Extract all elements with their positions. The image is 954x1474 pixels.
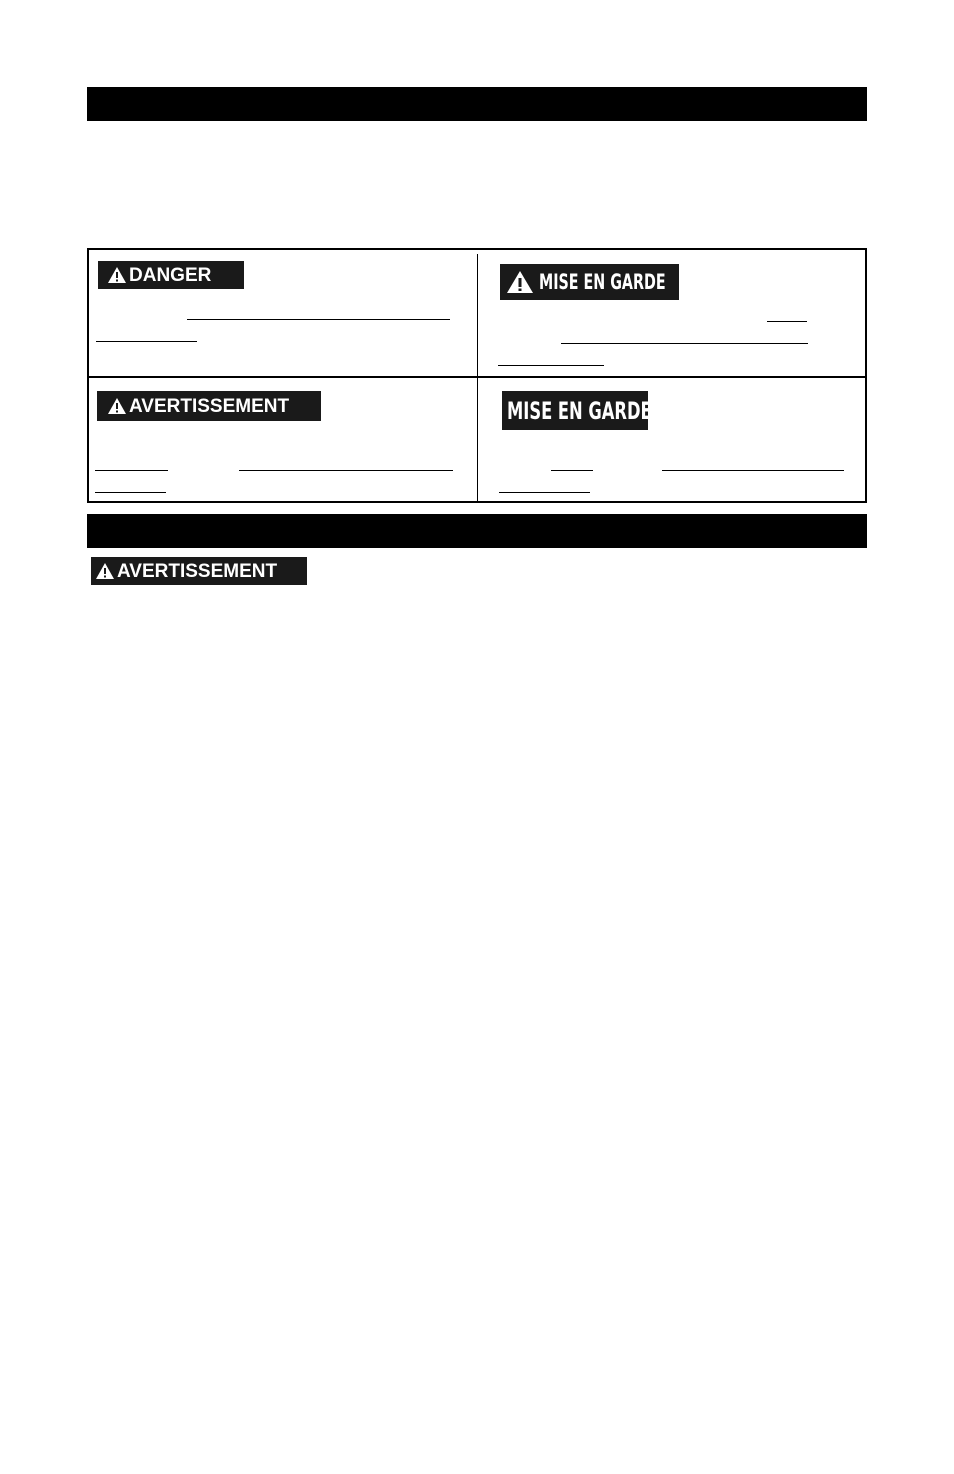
underline xyxy=(561,343,808,344)
caution-label-bottom: MISE EN GARDE xyxy=(507,396,652,425)
underline xyxy=(239,470,453,471)
section-warning-label: AVERTISSEMENT xyxy=(117,560,278,582)
warning-badge xyxy=(97,391,321,421)
underline xyxy=(551,470,593,471)
warning-triangle-icon xyxy=(107,266,127,284)
caution-cell-top xyxy=(478,250,867,376)
warning-label: AVERTISSEMENT xyxy=(129,395,290,417)
warning-triangle-icon xyxy=(506,270,534,294)
underline xyxy=(498,365,604,366)
underline xyxy=(95,492,166,493)
underline xyxy=(499,492,590,493)
signal-words-table xyxy=(87,248,867,503)
warning-triangle-icon xyxy=(95,562,115,580)
caution-label-top: MISE EN GARDE xyxy=(539,269,666,294)
underline xyxy=(662,470,844,471)
caution-badge-bottom xyxy=(502,391,652,430)
caution-badge-top xyxy=(500,264,679,300)
warning-cell xyxy=(89,378,477,503)
section-header-bar-top xyxy=(87,87,867,121)
danger-label: DANGER xyxy=(129,264,212,286)
underline xyxy=(767,321,807,322)
underline xyxy=(187,319,450,320)
underline xyxy=(95,470,168,471)
underline xyxy=(96,341,197,342)
warning-triangle-icon xyxy=(107,397,127,415)
section-header-bar-middle xyxy=(87,514,867,548)
danger-badge xyxy=(98,261,244,289)
caution-cell-bottom xyxy=(478,378,867,503)
danger-cell xyxy=(89,250,477,376)
section-warning-badge xyxy=(91,557,307,585)
